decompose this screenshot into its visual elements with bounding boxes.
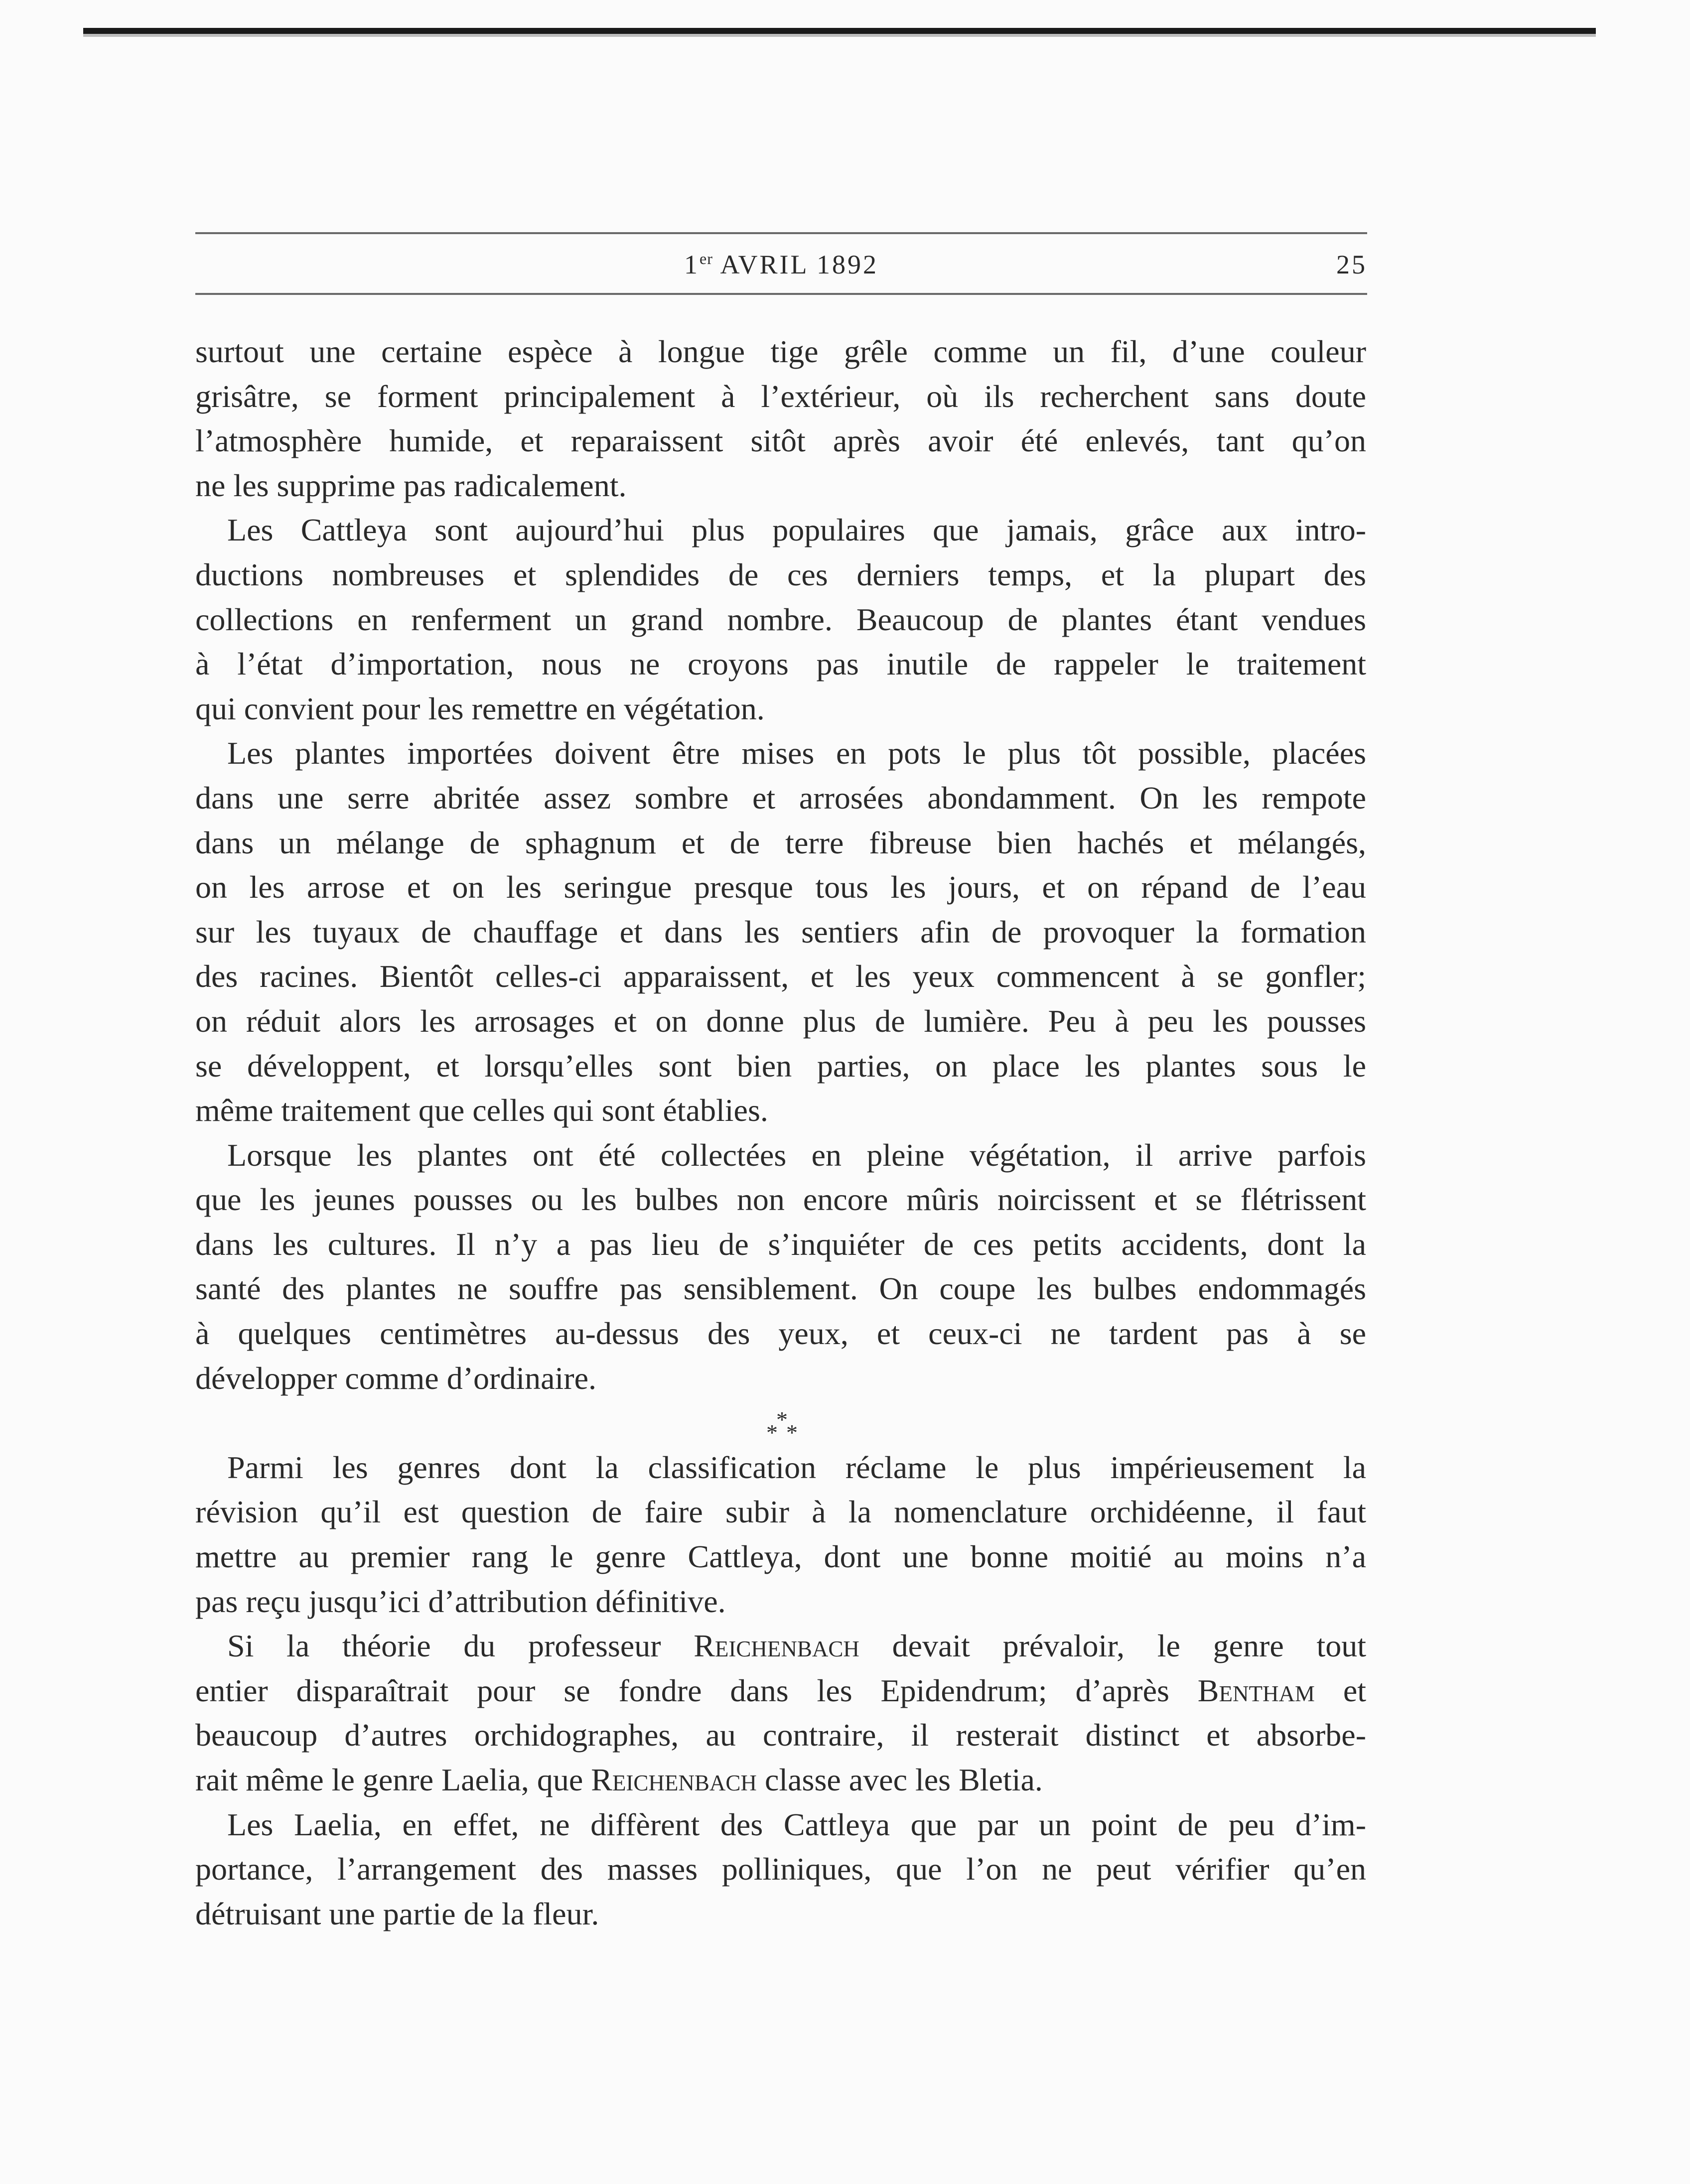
body-text bbox=[195, 329, 1366, 1936]
page-number: 25 bbox=[1336, 250, 1367, 279]
section-separator bbox=[195, 1400, 1366, 1445]
text-line: santé des plantes ne souffre pas sensiblement. On coupe les bulbes endommagés bbox=[195, 1271, 1366, 1307]
header-top-rule bbox=[195, 232, 1367, 234]
header-date: AVRIL 1892 bbox=[720, 250, 878, 279]
paragraph bbox=[195, 329, 1366, 508]
text-line: Parmi les genres dont la classification réclame le plus impérieusement la bbox=[227, 1449, 1366, 1485]
text-line: dans un mélange de sphagnum et de terre fibreuse bien hachés et mélangés, bbox=[195, 824, 1366, 860]
text-line: pas reçu jusqu’ici d’attribution définitive. bbox=[195, 1583, 726, 1619]
asterisk: * bbox=[786, 1420, 798, 1446]
text-line: des racines. Bientôt celles-ci apparaissent, et les yeux commencent à se gonfler; bbox=[195, 958, 1366, 994]
paragraph bbox=[195, 731, 1366, 1132]
scan-top-edge bbox=[83, 28, 1596, 34]
text-line: surtout une certaine espèce à longue tige grêle comme un fil, d’une couleur bbox=[195, 334, 1366, 369]
author-name: Reichenbach bbox=[694, 1628, 859, 1664]
running-head-title bbox=[195, 249, 1367, 280]
text-line: grisâtre, se forment principalement à l’extérieur, où ils recherchent sans doute bbox=[195, 378, 1366, 414]
text-line: on réduit alors les arrosages et on donne plus de lumière. Peu à peu les pousses bbox=[195, 1003, 1366, 1039]
text-line: Lorsque les plantes ont été collectées en pleine végétation, il arrive parfois bbox=[227, 1137, 1366, 1173]
text-line: à quelques centimètres au-dessus des yeux, et ceux-ci ne tardent pas à se bbox=[195, 1316, 1366, 1352]
ordinal-suffix: er bbox=[700, 250, 713, 268]
text-line: détruisant une partie de la fleur. bbox=[195, 1896, 599, 1931]
asterisk: * bbox=[776, 1407, 788, 1433]
author-name: Reichenbach bbox=[591, 1762, 757, 1797]
text-line: qui convient pour les remettre en végétation. bbox=[195, 690, 765, 726]
text-line: développer comme d’ordinaire. bbox=[195, 1360, 596, 1396]
text-line: Les Laelia, en effet, ne diffèrent des Cattleya que par un point de peu d’im- bbox=[227, 1806, 1366, 1842]
text-line: l’atmosphère humide, et reparaissent sitôt après avoir été enlevés, tant qu’on bbox=[195, 423, 1366, 459]
text-line: se développent, et lorsqu’elles sont bien parties, on place les plantes sous le bbox=[195, 1048, 1366, 1084]
text-line: ne les supprime pas radicalement. bbox=[195, 467, 627, 503]
text-line: mettre au premier rang le genre Cattleya, dont une bonne moitié au moins n’a bbox=[195, 1539, 1366, 1575]
text-line: à l’état d’importation, nous ne croyons pas inutile de rappeler le traitement bbox=[195, 646, 1366, 682]
paragraph bbox=[195, 1624, 1366, 1802]
running-head bbox=[195, 249, 1367, 284]
scan-edge-shadow bbox=[83, 34, 1596, 37]
text-line: même traitement que celles qui sont établies. bbox=[195, 1092, 768, 1128]
text-line: Les plantes importées doivent être mises en pots le plus tôt possible, placées bbox=[227, 735, 1366, 771]
paragraph bbox=[195, 1133, 1366, 1401]
header-bottom-rule bbox=[195, 293, 1367, 295]
text-line: collections en renferment un grand nombre. Beaucoup de plantes étant vendues bbox=[195, 601, 1366, 637]
text-line: rait même le genre Laelia, que Reichenbach classe avec les Bletia. bbox=[195, 1762, 1043, 1797]
text-line: entier disparaîtrait pour se fondre dans les Epidendrum; d’après Bentham et bbox=[195, 1672, 1367, 1708]
author-name: Bentham bbox=[1197, 1672, 1315, 1708]
text-line: révision qu’il est question de faire subir à la nomenclature orchidéenne, il faut bbox=[195, 1494, 1366, 1530]
text-line: Si la théorie du professeur Reichenbach devait prévaloir, le genre tout bbox=[227, 1628, 1366, 1664]
paragraph bbox=[195, 1802, 1366, 1936]
ordinal: 1 bbox=[684, 250, 700, 279]
text-line: Les Cattleya sont aujourd’hui plus populaires que jamais, grâce aux intro- bbox=[227, 512, 1366, 548]
text-line: dans une serre abritée assez sombre et arrosées abondamment. On les rempote bbox=[195, 780, 1366, 816]
text-line: beaucoup d’autres orchidographes, au contraire, il resterait distinct et absorbe- bbox=[195, 1717, 1366, 1753]
paragraph bbox=[195, 1445, 1366, 1624]
text-line: on les arrose et on les seringue presque tous les jours, et on répand de l’eau bbox=[195, 869, 1366, 905]
asterisk: * bbox=[766, 1420, 778, 1446]
text-line: portance, l’arrangement des masses polliniques, que l’on ne peut vérifier qu’en bbox=[195, 1851, 1366, 1887]
paragraph bbox=[195, 508, 1366, 731]
text-line: dans les cultures. Il n’y a pas lieu de s’inquiéter de ces petits accidents, dont la bbox=[195, 1226, 1366, 1262]
text-line: que les jeunes pousses ou les bulbes non encore mûris noircissent et se flétrissent bbox=[195, 1182, 1366, 1218]
text-line: ductions nombreuses et splendides de ces derniers temps, et la plupart des bbox=[195, 556, 1366, 592]
text-line: sur les tuyaux de chauffage et dans les sentiers afin de provoquer la formation bbox=[195, 914, 1366, 950]
